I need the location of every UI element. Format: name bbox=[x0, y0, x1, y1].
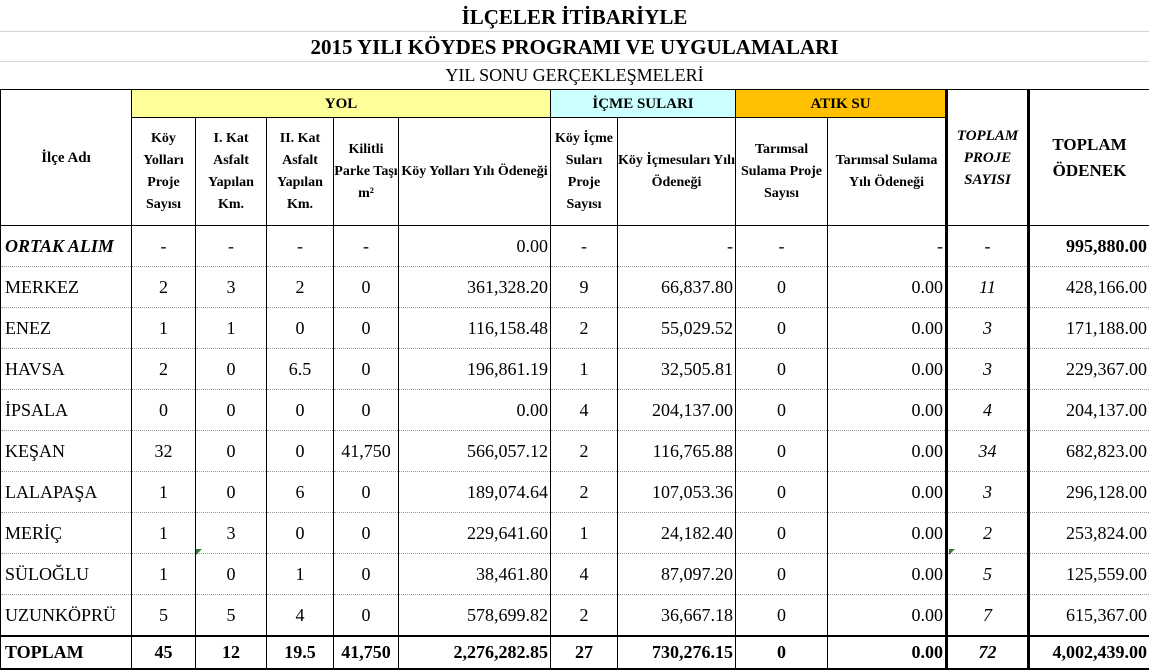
cell-tarimsal-proje: 0 bbox=[736, 595, 828, 637]
cell-kilitli-parke: 41,750 bbox=[334, 636, 399, 669]
cell-kilitli-parke: 0 bbox=[334, 554, 399, 595]
cell-icme-proje: 2 bbox=[551, 472, 618, 513]
koydes-table bbox=[0, 89, 1149, 670]
header-toplam-odenek: TOPLAM ÖDENEK bbox=[1029, 90, 1149, 226]
cell-tarimsal-proje: 0 bbox=[736, 554, 828, 595]
cell-tarimsal-proje: 0 bbox=[736, 472, 828, 513]
cell-toplam-odenek: 682,823.00 bbox=[1029, 431, 1149, 472]
table-row bbox=[1, 472, 1149, 513]
cell-yol-odenek: 0.00 bbox=[399, 390, 551, 431]
header-koy-yollari-odenegi: Köy Yolları Yılı Ödeneği bbox=[399, 118, 551, 226]
cell-ii-kat: 0 bbox=[267, 308, 334, 349]
cell-kilitli-parke: 0 bbox=[334, 472, 399, 513]
cell-i-kat: 0 bbox=[196, 390, 267, 431]
cell-tarimsal-odenek: 0.00 bbox=[828, 636, 947, 669]
header-tarimsal-proje-sayisi: Tarımsal Sulama Proje Sayısı bbox=[736, 118, 828, 226]
report-subtitle: YIL SONU GERÇEKLEŞMELERİ bbox=[0, 62, 1149, 88]
cell-tarimsal-odenek: 0.00 bbox=[828, 595, 947, 637]
cell-toplam-odenek: 428,166.00 bbox=[1029, 267, 1149, 308]
cell-ilce: ENEZ bbox=[1, 308, 132, 349]
cell-ilce: MERKEZ bbox=[1, 267, 132, 308]
report-title-block bbox=[0, 0, 1149, 89]
cell-koy-yol-proje: 1 bbox=[132, 513, 196, 554]
cell-yol-odenek: 229,641.60 bbox=[399, 513, 551, 554]
cell-icme-proje: 2 bbox=[551, 431, 618, 472]
cell-koy-yol-proje: 2 bbox=[132, 267, 196, 308]
header-group-icme-sulari: İÇME SULARI bbox=[551, 90, 736, 118]
cell-ilce: MERİÇ bbox=[1, 513, 132, 554]
cell-error-marker bbox=[949, 549, 955, 555]
header-group-atik-su: ATIK SU bbox=[736, 90, 947, 118]
cell-ii-kat: 6.5 bbox=[267, 349, 334, 390]
cell-toplam-odenek: 253,824.00 bbox=[1029, 513, 1149, 554]
cell-toplam-proje: 3 bbox=[947, 349, 1029, 390]
cell-icme-odenek: 730,276.15 bbox=[618, 636, 736, 669]
cell-tarimsal-proje: 0 bbox=[736, 513, 828, 554]
header-toplam-proje-sayisi: TOPLAM PROJE SAYISI bbox=[947, 90, 1029, 226]
cell-icme-proje: 4 bbox=[551, 554, 618, 595]
cell-ilce: ORTAK ALIM bbox=[1, 226, 132, 267]
cell-ii-kat: 1 bbox=[267, 554, 334, 595]
cell-icme-odenek: 55,029.52 bbox=[618, 308, 736, 349]
table-row bbox=[1, 554, 1149, 595]
cell-toplam-odenek: 229,367.00 bbox=[1029, 349, 1149, 390]
cell-tarimsal-odenek: 0.00 bbox=[828, 554, 947, 595]
cell-icme-odenek: 116,765.88 bbox=[618, 431, 736, 472]
cell-ii-kat: 0 bbox=[267, 513, 334, 554]
cell-toplam-proje: 7 bbox=[947, 595, 1029, 637]
cell-yol-odenek: 566,057.12 bbox=[399, 431, 551, 472]
cell-toplam-odenek: 995,880.00 bbox=[1029, 226, 1149, 267]
table-row bbox=[1, 267, 1149, 308]
cell-kilitli-parke: - bbox=[334, 226, 399, 267]
cell-koy-yol-proje: 32 bbox=[132, 431, 196, 472]
cell-kilitli-parke: 0 bbox=[334, 267, 399, 308]
cell-yol-odenek: 196,861.19 bbox=[399, 349, 551, 390]
cell-koy-yol-proje: 0 bbox=[132, 390, 196, 431]
cell-yol-odenek: 361,328.20 bbox=[399, 267, 551, 308]
cell-toplam-proje: 11 bbox=[947, 267, 1029, 308]
cell-ilce: TOPLAM bbox=[1, 636, 132, 669]
cell-tarimsal-odenek: 0.00 bbox=[828, 267, 947, 308]
cell-icme-odenek: 32,505.81 bbox=[618, 349, 736, 390]
cell-yol-odenek: 116,158.48 bbox=[399, 308, 551, 349]
cell-yol-odenek: 0.00 bbox=[399, 226, 551, 267]
cell-tarimsal-proje: 0 bbox=[736, 308, 828, 349]
cell-tarimsal-odenek: 0.00 bbox=[828, 390, 947, 431]
cell-kilitli-parke: 0 bbox=[334, 349, 399, 390]
header-ii-kat-asfalt: II. Kat Asfalt Yapılan Km. bbox=[267, 118, 334, 226]
cell-ilce: HAVSA bbox=[1, 349, 132, 390]
cell-ii-kat: 2 bbox=[267, 267, 334, 308]
cell-ii-kat: 0 bbox=[267, 390, 334, 431]
report-title-line-1: İLÇELER İTİBARİYLE bbox=[0, 3, 1149, 31]
cell-koy-yol-proje: - bbox=[132, 226, 196, 267]
cell-ilce: LALAPAŞA bbox=[1, 472, 132, 513]
header-icme-proje-sayisi: Köy İçme Suları Proje Sayısı bbox=[551, 118, 618, 226]
table-row bbox=[1, 349, 1149, 390]
cell-i-kat: 0 bbox=[196, 472, 267, 513]
cell-toplam-proje: 5 bbox=[947, 554, 1029, 595]
cell-kilitli-parke: 0 bbox=[334, 308, 399, 349]
cell-i-kat: 12 bbox=[196, 636, 267, 669]
cell-ilce: İPSALA bbox=[1, 390, 132, 431]
cell-toplam-odenek: 125,559.00 bbox=[1029, 554, 1149, 595]
cell-i-kat: 3 bbox=[196, 267, 267, 308]
cell-error-marker bbox=[196, 549, 202, 555]
cell-icme-odenek: - bbox=[618, 226, 736, 267]
report-title-line-2: 2015 YILI KÖYDES PROGRAMI VE UYGULAMALARI bbox=[0, 33, 1149, 61]
cell-i-kat: 0 bbox=[196, 554, 267, 595]
cell-icme-proje: - bbox=[551, 226, 618, 267]
table-row bbox=[1, 431, 1149, 472]
cell-yol-odenek: 2,276,282.85 bbox=[399, 636, 551, 669]
cell-toplam-proje: 2 bbox=[947, 513, 1029, 554]
cell-toplam-odenek: 4,002,439.00 bbox=[1029, 636, 1149, 669]
cell-kilitli-parke: 41,750 bbox=[334, 431, 399, 472]
cell-kilitli-parke: 0 bbox=[334, 390, 399, 431]
cell-koy-yol-proje: 1 bbox=[132, 308, 196, 349]
header-group-yol: YOL bbox=[132, 90, 551, 118]
cell-ii-kat: 4 bbox=[267, 595, 334, 637]
cell-tarimsal-odenek: 0.00 bbox=[828, 431, 947, 472]
cell-ii-kat: 6 bbox=[267, 472, 334, 513]
cell-icme-proje: 1 bbox=[551, 349, 618, 390]
cell-koy-yol-proje: 5 bbox=[132, 595, 196, 637]
table-row bbox=[1, 595, 1149, 637]
cell-ilce: SÜLOĞLU bbox=[1, 554, 132, 595]
table-row bbox=[1, 226, 1149, 267]
header-kilitli-parke: Kilitli Parke Taşı m² bbox=[334, 118, 399, 226]
cell-icme-odenek: 87,097.20 bbox=[618, 554, 736, 595]
cell-koy-yol-proje: 1 bbox=[132, 472, 196, 513]
cell-koy-yol-proje: 2 bbox=[132, 349, 196, 390]
cell-i-kat: 5 bbox=[196, 595, 267, 637]
cell-toplam-proje: - bbox=[947, 226, 1029, 267]
cell-i-kat: 3 bbox=[196, 513, 267, 554]
header-tarimsal-odenegi: Tarımsal Sulama Yılı Ödeneği bbox=[828, 118, 947, 226]
cell-yol-odenek: 578,699.82 bbox=[399, 595, 551, 637]
cell-i-kat: 0 bbox=[196, 349, 267, 390]
cell-tarimsal-odenek: 0.00 bbox=[828, 349, 947, 390]
cell-icme-proje: 2 bbox=[551, 595, 618, 637]
cell-ii-kat: 19.5 bbox=[267, 636, 334, 669]
cell-tarimsal-odenek: 0.00 bbox=[828, 513, 947, 554]
header-ilce-adi: İlçe Adı bbox=[1, 90, 132, 226]
cell-toplam-proje: 3 bbox=[947, 308, 1029, 349]
cell-icme-proje: 9 bbox=[551, 267, 618, 308]
cell-tarimsal-odenek: 0.00 bbox=[828, 308, 947, 349]
cell-toplam-odenek: 615,367.00 bbox=[1029, 595, 1149, 637]
cell-koy-yol-proje: 1 bbox=[132, 554, 196, 595]
table-row bbox=[1, 390, 1149, 431]
cell-toplam-proje: 72 bbox=[947, 636, 1029, 669]
cell-toplam-odenek: 296,128.00 bbox=[1029, 472, 1149, 513]
cell-tarimsal-proje: 0 bbox=[736, 390, 828, 431]
cell-icme-proje: 2 bbox=[551, 308, 618, 349]
table-row bbox=[1, 513, 1149, 554]
cell-toplam-proje: 3 bbox=[947, 472, 1029, 513]
cell-icme-odenek: 66,837.80 bbox=[618, 267, 736, 308]
cell-ii-kat: 0 bbox=[267, 431, 334, 472]
cell-toplam-proje: 34 bbox=[947, 431, 1029, 472]
cell-yol-odenek: 38,461.80 bbox=[399, 554, 551, 595]
cell-tarimsal-proje: 0 bbox=[736, 431, 828, 472]
cell-i-kat: 1 bbox=[196, 308, 267, 349]
cell-icme-proje: 1 bbox=[551, 513, 618, 554]
cell-yol-odenek: 189,074.64 bbox=[399, 472, 551, 513]
cell-tarimsal-proje: 0 bbox=[736, 267, 828, 308]
cell-tarimsal-proje: 0 bbox=[736, 636, 828, 669]
header-icmesulari-odenegi: Köy İçmesuları Yılı Ödeneği bbox=[618, 118, 736, 226]
header-koy-yollari-proje-sayisi: Köy Yolları Proje Sayısı bbox=[132, 118, 196, 226]
cell-tarimsal-proje: 0 bbox=[736, 349, 828, 390]
cell-icme-odenek: 24,182.40 bbox=[618, 513, 736, 554]
cell-i-kat: - bbox=[196, 226, 267, 267]
cell-ii-kat: - bbox=[267, 226, 334, 267]
header-i-kat-asfalt: I. Kat Asfalt Yapılan Km. bbox=[196, 118, 267, 226]
cell-i-kat: 0 bbox=[196, 431, 267, 472]
cell-icme-odenek: 107,053.36 bbox=[618, 472, 736, 513]
cell-icme-proje: 27 bbox=[551, 636, 618, 669]
cell-tarimsal-odenek: 0.00 bbox=[828, 472, 947, 513]
cell-tarimsal-proje: - bbox=[736, 226, 828, 267]
cell-toplam-odenek: 171,188.00 bbox=[1029, 308, 1149, 349]
cell-tarimsal-odenek: - bbox=[828, 226, 947, 267]
cell-icme-odenek: 204,137.00 bbox=[618, 390, 736, 431]
cell-icme-proje: 4 bbox=[551, 390, 618, 431]
cell-kilitli-parke: 0 bbox=[334, 595, 399, 637]
cell-ilce: UZUNKÖPRÜ bbox=[1, 595, 132, 637]
cell-icme-odenek: 36,667.18 bbox=[618, 595, 736, 637]
cell-kilitli-parke: 0 bbox=[334, 513, 399, 554]
cell-koy-yol-proje: 45 bbox=[132, 636, 196, 669]
cell-toplam-proje: 4 bbox=[947, 390, 1029, 431]
title-divider bbox=[0, 31, 1149, 32]
table-row bbox=[1, 308, 1149, 349]
total-row bbox=[1, 636, 1149, 669]
cell-toplam-odenek: 204,137.00 bbox=[1029, 390, 1149, 431]
cell-ilce: KEŞAN bbox=[1, 431, 132, 472]
